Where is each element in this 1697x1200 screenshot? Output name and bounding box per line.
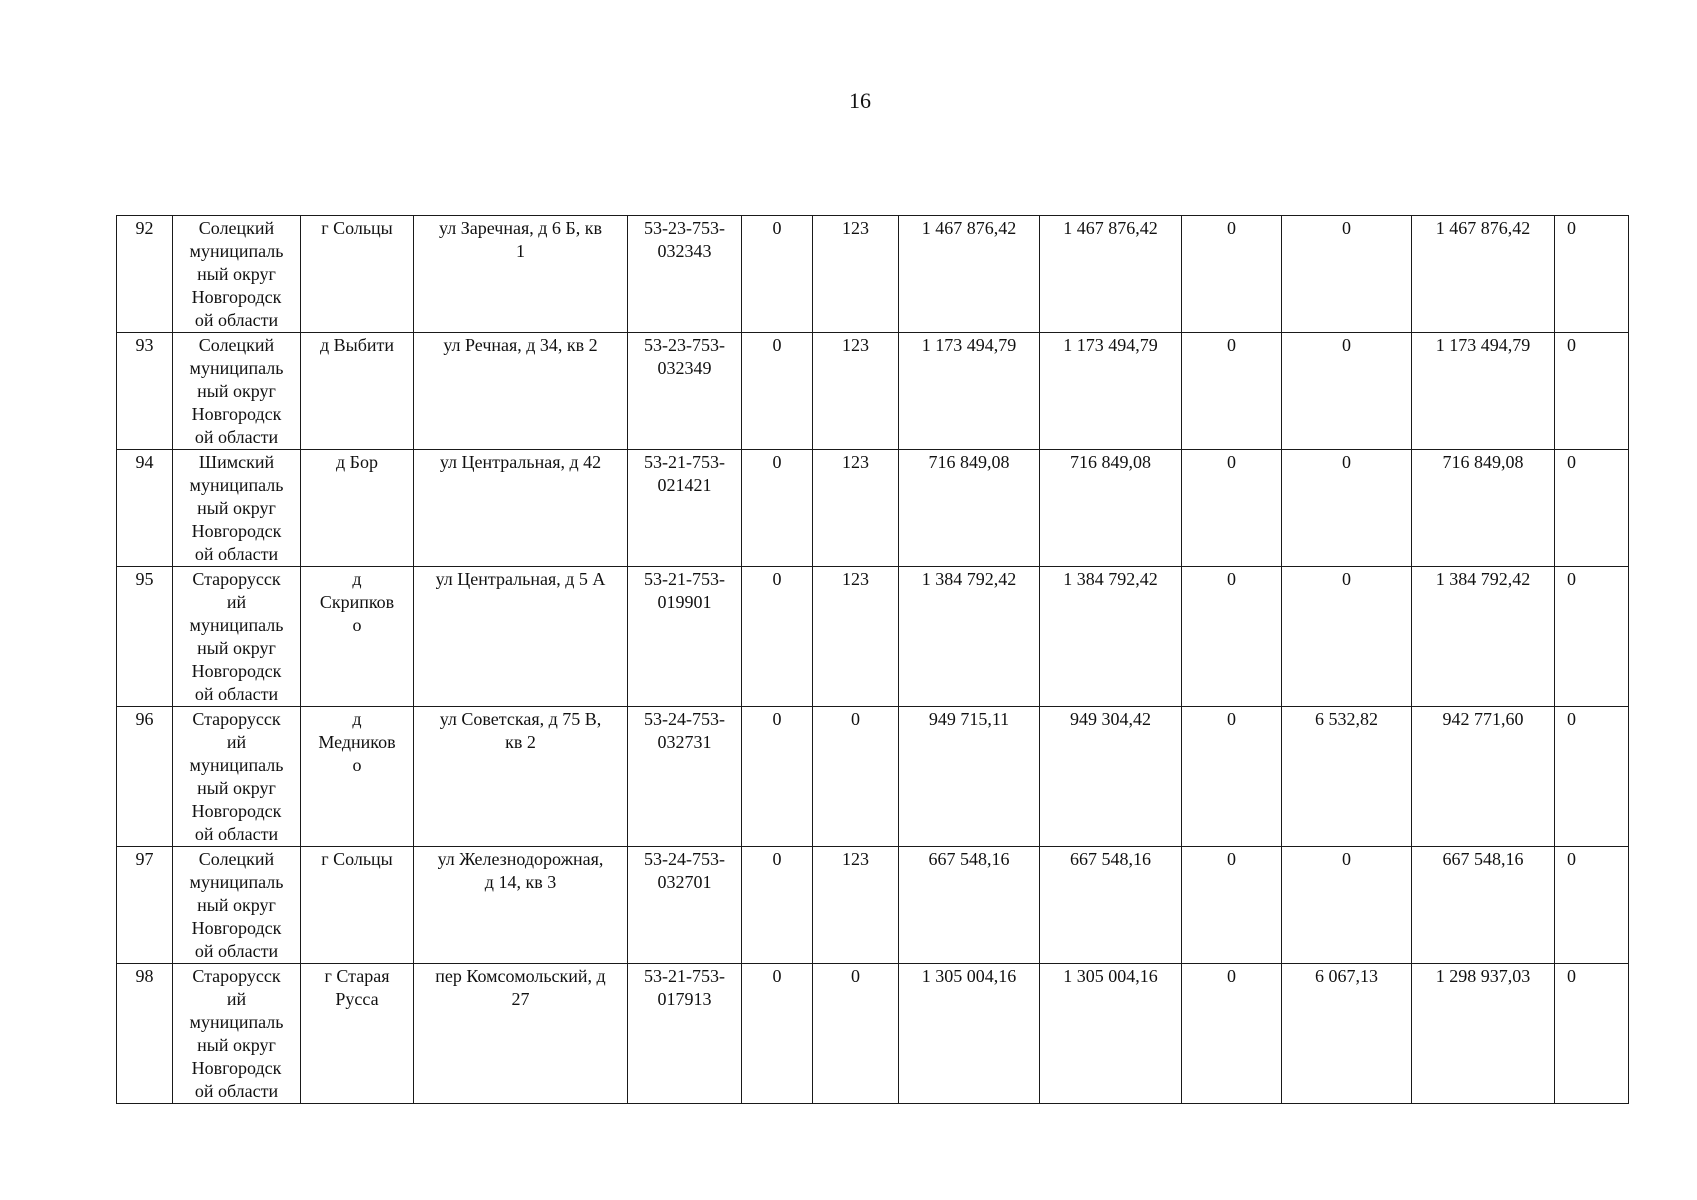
- col-9-amount-cell: 1 173 494,79: [1040, 333, 1182, 450]
- district-cell: [173, 567, 301, 707]
- district-cell-line: ий: [226, 732, 247, 752]
- col-9-amount-cell: 949 304,42: [1040, 707, 1182, 847]
- col-6-cell: 0: [742, 567, 813, 707]
- district-cell-line: муниципаль: [189, 615, 284, 635]
- row-number-cell: 97: [117, 847, 173, 964]
- col-11-amount-cell: 6 067,13: [1282, 964, 1412, 1104]
- row-number-cell: 95: [117, 567, 173, 707]
- row-number-cell: 93: [117, 333, 173, 450]
- col-9-amount-cell: 1 305 004,16: [1040, 964, 1182, 1104]
- district-cell-line: ный округ: [197, 895, 276, 915]
- cadastral-code-cell: [628, 707, 742, 847]
- district-cell: [173, 847, 301, 964]
- col-10-cell: 0: [1182, 707, 1282, 847]
- col-12-amount-cell: 716 849,08: [1412, 450, 1555, 567]
- col-8-amount-cell: 716 849,08: [899, 450, 1040, 567]
- district-cell-line: муниципаль: [189, 358, 284, 378]
- col-8-amount-cell: 1 467 876,42: [899, 216, 1040, 333]
- col-6-cell: 0: [742, 707, 813, 847]
- district-cell-line: ой области: [194, 427, 279, 447]
- col-11-amount-cell: 0: [1282, 450, 1412, 567]
- settlement-cell-line: о: [352, 615, 362, 635]
- district-cell-line: ный округ: [197, 778, 276, 798]
- district-cell: [173, 333, 301, 450]
- address-cell-line: ул Железнодорожная,: [437, 849, 604, 869]
- settlement-cell: [301, 216, 414, 333]
- address-cell-line: ул Центральная, д 42: [439, 452, 602, 472]
- district-cell-line: Новгородск: [191, 1058, 282, 1078]
- district-cell-line: Старорусск: [192, 709, 281, 729]
- settlement-cell: [301, 707, 414, 847]
- col-8-amount-cell: 1 384 792,42: [899, 567, 1040, 707]
- district-cell-line: Старорусск: [192, 569, 281, 589]
- cadastral-code-cell-line: 53-21-753-: [644, 966, 725, 986]
- col-13-cell: 0: [1555, 847, 1629, 964]
- address-cell-line: ул Речная, д 34, кв 2: [443, 335, 598, 355]
- district-cell-line: ой области: [194, 1081, 279, 1101]
- address-cell: [414, 964, 628, 1104]
- settlement-cell-line: д: [352, 569, 362, 589]
- district-cell-line: Новгородск: [191, 918, 282, 938]
- cadastral-code-cell-line: 032349: [657, 358, 712, 378]
- col-12-amount-cell: 1 384 792,42: [1412, 567, 1555, 707]
- row-number-cell: 96: [117, 707, 173, 847]
- settlement-cell: [301, 847, 414, 964]
- cadastral-code-cell-line: 53-24-753-: [644, 709, 725, 729]
- address-cell: [414, 450, 628, 567]
- district-cell-line: ий: [226, 989, 247, 1009]
- col-7-cell: 123: [813, 847, 899, 964]
- address-cell: [414, 333, 628, 450]
- table-row: [117, 707, 1629, 847]
- district-cell-line: ий: [226, 592, 247, 612]
- settlement-cell-line: д Бор: [336, 452, 378, 472]
- settlement-cell-line: г Сольцы: [321, 218, 393, 238]
- col-13-cell: 0: [1555, 333, 1629, 450]
- address-cell: [414, 707, 628, 847]
- col-6-cell: 0: [742, 216, 813, 333]
- col-13-cell: 0: [1555, 216, 1629, 333]
- district-cell: [173, 450, 301, 567]
- cadastral-code-cell: [628, 216, 742, 333]
- settlement-cell: [301, 450, 414, 567]
- col-9-amount-cell: 716 849,08: [1040, 450, 1182, 567]
- district-cell-line: Шимский: [198, 452, 275, 472]
- col-6-cell: 0: [742, 450, 813, 567]
- row-number-cell: 94: [117, 450, 173, 567]
- table-row: [117, 567, 1629, 707]
- col-13-cell: 0: [1555, 450, 1629, 567]
- col-8-amount-cell: 667 548,16: [899, 847, 1040, 964]
- col-11-amount-cell: 0: [1282, 567, 1412, 707]
- district-cell: [173, 964, 301, 1104]
- col-12-amount-cell: 1 298 937,03: [1412, 964, 1555, 1104]
- cadastral-code-cell-line: 032731: [657, 732, 712, 752]
- col-11-amount-cell: 0: [1282, 847, 1412, 964]
- table-row: [117, 333, 1629, 450]
- address-cell: [414, 847, 628, 964]
- row-number-cell: 92: [117, 216, 173, 333]
- district-cell-line: муниципаль: [189, 755, 284, 775]
- cadastral-code-cell-line: 53-23-753-: [644, 218, 725, 238]
- col-13-cell: 0: [1555, 964, 1629, 1104]
- col-11-amount-cell: 0: [1282, 333, 1412, 450]
- col-10-cell: 0: [1182, 333, 1282, 450]
- district-cell-line: ный округ: [197, 1035, 276, 1055]
- col-8-amount-cell: 1 173 494,79: [899, 333, 1040, 450]
- table-row: [117, 964, 1629, 1104]
- col-13-cell: 0: [1555, 567, 1629, 707]
- district-cell-line: Новгородск: [191, 287, 282, 307]
- settlement-cell-line: о: [352, 755, 362, 775]
- district-cell-line: Новгородск: [191, 404, 282, 424]
- district-cell-line: ный округ: [197, 638, 276, 658]
- settlement-cell-line: Русса: [335, 989, 379, 1009]
- col-9-amount-cell: 667 548,16: [1040, 847, 1182, 964]
- col-9-amount-cell: 1 467 876,42: [1040, 216, 1182, 333]
- district-cell-line: ой области: [194, 824, 279, 844]
- district-cell-line: муниципаль: [189, 872, 284, 892]
- col-10-cell: 0: [1182, 964, 1282, 1104]
- cadastral-code-cell-line: 021421: [657, 475, 712, 495]
- address-cell: [414, 216, 628, 333]
- col-13-cell: 0: [1555, 707, 1629, 847]
- col-12-amount-cell: 942 771,60: [1412, 707, 1555, 847]
- col-11-amount-cell: 6 532,82: [1282, 707, 1412, 847]
- district-cell-line: ой области: [194, 310, 279, 330]
- address-cell: [414, 567, 628, 707]
- col-7-cell: 123: [813, 333, 899, 450]
- district-cell-line: ный округ: [197, 381, 276, 401]
- address-cell-line: 27: [511, 989, 530, 1009]
- col-6-cell: 0: [742, 964, 813, 1104]
- district-cell-line: муниципаль: [189, 1012, 284, 1032]
- settlement-cell: [301, 567, 414, 707]
- settlement-cell: [301, 333, 414, 450]
- district-cell-line: ой области: [194, 544, 279, 564]
- col-11-amount-cell: 0: [1282, 216, 1412, 333]
- cadastral-code-cell: [628, 333, 742, 450]
- settlement-cell-line: Скрипков: [319, 592, 395, 612]
- settlement-cell: [301, 964, 414, 1104]
- district-cell-line: ный округ: [197, 264, 276, 284]
- col-7-cell: 123: [813, 567, 899, 707]
- district-cell-line: ный округ: [197, 498, 276, 518]
- district-cell-line: Солецкий: [198, 335, 275, 355]
- cadastral-code-cell: [628, 964, 742, 1104]
- cadastral-code-cell-line: 53-21-753-: [644, 452, 725, 472]
- settlement-cell-line: д Выбити: [319, 335, 395, 355]
- address-cell-line: ул Заречная, д 6 Б, кв: [439, 218, 602, 238]
- cadastral-code-cell-line: 53-24-753-: [644, 849, 725, 869]
- settlement-cell-line: г Старая: [324, 966, 390, 986]
- col-9-amount-cell: 1 384 792,42: [1040, 567, 1182, 707]
- col-8-amount-cell: 1 305 004,16: [899, 964, 1040, 1104]
- table-row: [117, 450, 1629, 567]
- cadastral-code-cell-line: 53-21-753-: [644, 569, 725, 589]
- address-cell-line: кв 2: [505, 732, 536, 752]
- district-cell-line: Солецкий: [198, 218, 275, 238]
- cadastral-code-cell-line: 032343: [657, 241, 712, 261]
- district-cell-line: Новгородск: [191, 801, 282, 821]
- district-cell-line: ой области: [194, 941, 279, 961]
- district-cell: [173, 216, 301, 333]
- address-cell-line: д 14, кв 3: [484, 872, 557, 892]
- col-12-amount-cell: 1 173 494,79: [1412, 333, 1555, 450]
- district-cell-line: Старорусск: [192, 966, 281, 986]
- col-10-cell: 0: [1182, 450, 1282, 567]
- address-cell-line: 1: [516, 241, 525, 261]
- col-10-cell: 0: [1182, 567, 1282, 707]
- registry-table: [116, 215, 1629, 1104]
- district-cell-line: муниципаль: [189, 241, 284, 261]
- cadastral-code-cell-line: 019901: [657, 592, 712, 612]
- district-cell-line: Солецкий: [198, 849, 275, 869]
- settlement-cell-line: Медников: [318, 732, 396, 752]
- col-12-amount-cell: 1 467 876,42: [1412, 216, 1555, 333]
- col-7-cell: 0: [813, 707, 899, 847]
- col-7-cell: 123: [813, 450, 899, 567]
- col-10-cell: 0: [1182, 216, 1282, 333]
- address-cell-line: ул Центральная, д 5 А: [435, 569, 606, 589]
- col-7-cell: 0: [813, 964, 899, 1104]
- cadastral-code-cell: [628, 450, 742, 567]
- registry-table-body: [117, 216, 1629, 1104]
- cadastral-code-cell: [628, 567, 742, 707]
- cadastral-code-cell-line: 032701: [657, 872, 712, 892]
- table-row: [117, 216, 1629, 333]
- col-10-cell: 0: [1182, 847, 1282, 964]
- page-number: 16: [849, 88, 871, 113]
- col-6-cell: 0: [742, 333, 813, 450]
- col-6-cell: 0: [742, 847, 813, 964]
- settlement-cell-line: д: [352, 709, 362, 729]
- district-cell: [173, 707, 301, 847]
- col-8-amount-cell: 949 715,11: [899, 707, 1040, 847]
- cadastral-code-cell: [628, 847, 742, 964]
- district-cell-line: Новгородск: [191, 521, 282, 541]
- address-cell-line: пер Комсомольский, д: [435, 966, 606, 986]
- row-number-cell: 98: [117, 964, 173, 1104]
- address-cell-line: ул Советская, д 75 В,: [439, 709, 602, 729]
- col-7-cell: 123: [813, 216, 899, 333]
- district-cell-line: Новгородск: [191, 661, 282, 681]
- district-cell-line: муниципаль: [189, 475, 284, 495]
- col-12-amount-cell: 667 548,16: [1412, 847, 1555, 964]
- cadastral-code-cell-line: 017913: [657, 989, 712, 1009]
- table-row: [117, 847, 1629, 964]
- settlement-cell-line: г Сольцы: [321, 849, 393, 869]
- cadastral-code-cell-line: 53-23-753-: [644, 335, 725, 355]
- district-cell-line: ой области: [194, 684, 279, 704]
